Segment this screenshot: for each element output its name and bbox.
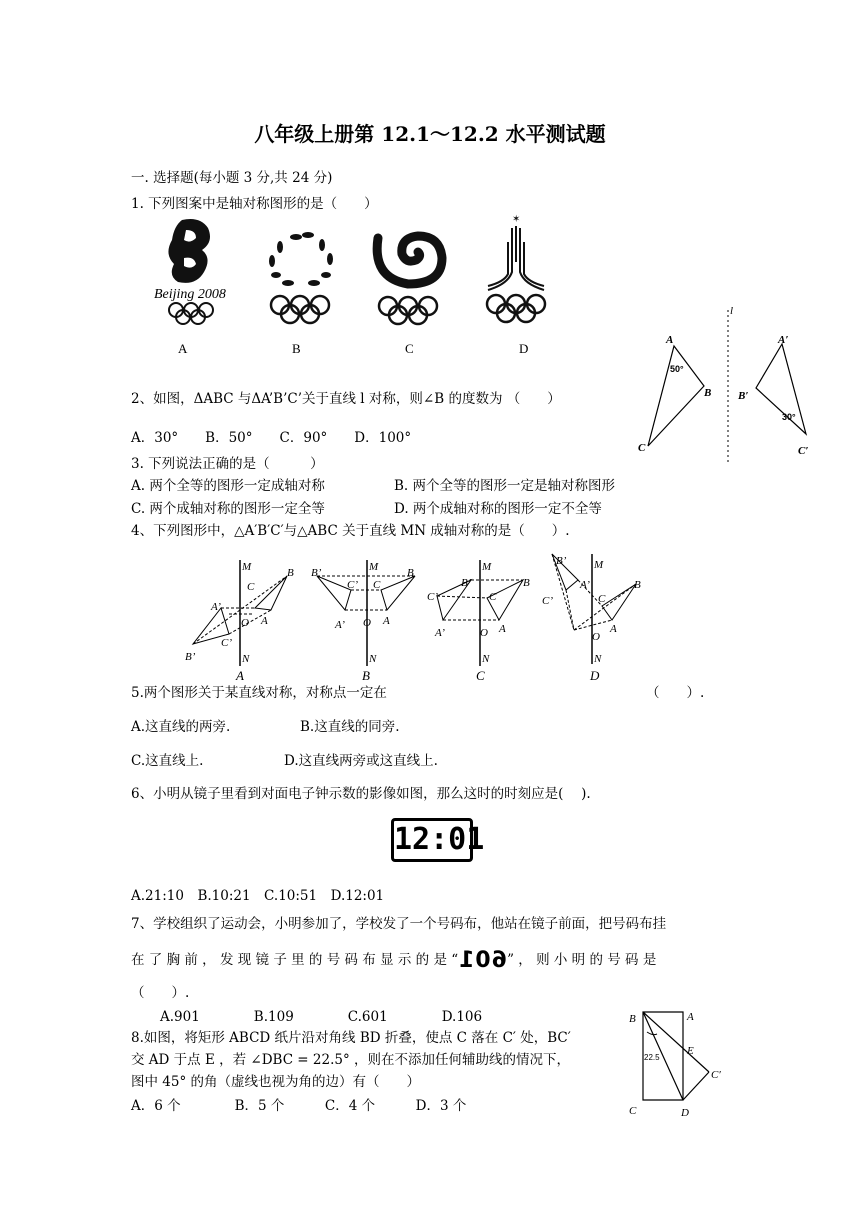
- question-8-line2: 交 AD 于点 E ，若 ∠DBC = 22.5° ，则在不添加任何辅助线的情况下，: [131, 1052, 571, 1068]
- svg-text:C’: C’: [347, 579, 358, 591]
- svg-text:M: M: [482, 561, 492, 573]
- svg-text:A: A: [499, 623, 506, 635]
- svg-text:C’: C’: [427, 591, 438, 603]
- svg-text:C: C: [489, 591, 497, 603]
- svg-text:N: N: [242, 653, 250, 665]
- svg-text:B′: B′: [738, 390, 749, 402]
- question-7-line1: 7、学校组织了运动会，小明参加了，学校发了一个号码布，他站在镜子前面，把号码布挂: [131, 916, 667, 932]
- spiral-olympic-logo-image: [370, 228, 455, 326]
- svg-text:C: C: [373, 579, 381, 591]
- q2-figure: [630, 300, 820, 465]
- svg-text:M: M: [242, 561, 252, 573]
- svg-text:C: C: [598, 593, 606, 605]
- section-heading: 一. 选择题(每小题 3 分,共 24 分): [131, 170, 333, 186]
- mirrored-jersey-number: 601: [458, 948, 508, 973]
- question-2-options: A．30° B．50° C．90° D．100°: [131, 430, 412, 446]
- svg-text:A: A: [687, 1011, 694, 1023]
- svg-text:C: C: [629, 1105, 637, 1117]
- question-8-line1: 8.如图，将矩形 ABCD 纸片沿对角线 BD 折叠，使点 C 落在 C′ 处，BC′: [131, 1030, 571, 1046]
- beijing-logo-caption: Beijing 2008: [154, 287, 226, 302]
- wreath-olympic-logo-image: [262, 225, 342, 325]
- svg-text:A’: A’: [580, 579, 590, 591]
- q1-label-c: C: [405, 341, 414, 356]
- q3-option-a: A. 两个全等的图形一定成轴对称: [131, 478, 325, 494]
- q1-label-a: A: [178, 341, 188, 356]
- svg-text:A: A: [383, 615, 390, 627]
- q5-option-c: C.这直线上.: [131, 753, 204, 769]
- svg-text:B’: B’: [311, 567, 322, 579]
- svg-text:B: B: [629, 1013, 636, 1025]
- q8-rectangle-figure: [625, 1004, 735, 1119]
- svg-text:O: O: [363, 617, 371, 629]
- svg-text:C: C: [247, 581, 255, 593]
- q5-option-a: A.这直线的两旁.: [131, 719, 231, 735]
- svg-text:B’: B’: [556, 555, 567, 567]
- digital-clock-image: 12:01: [391, 818, 473, 862]
- question-5-paren: （ ）.: [646, 685, 705, 701]
- tower-olympic-logo-image: [484, 212, 564, 327]
- question-8-options: A．6 个 B．5 个 C．4 个 D．3 个: [131, 1098, 467, 1114]
- svg-text:C: C: [638, 442, 646, 454]
- q1-label-d: D: [519, 341, 529, 356]
- q3-option-d: D. 两个成轴对称的图形一定不全等: [394, 501, 602, 517]
- svg-text:C’: C’: [542, 595, 553, 607]
- svg-text:B: B: [523, 577, 530, 589]
- svg-text:O: O: [592, 631, 600, 643]
- svg-text:C′: C′: [798, 445, 809, 457]
- svg-text:C’: C’: [221, 637, 232, 649]
- svg-text:N: N: [482, 653, 490, 665]
- svg-text:E: E: [687, 1045, 694, 1057]
- svg-text:✶: ✶: [512, 214, 521, 225]
- question-2-text: 2、如图，ΔABC 与ΔA’B’C’关于直线 l 对称，则∠B 的度数为 （ ）: [131, 391, 561, 407]
- q4-label-a: A: [236, 668, 244, 683]
- svg-text:N: N: [594, 653, 602, 665]
- q4-figure-b: [305, 558, 420, 683]
- question-6-text: 6、小明从镜子里看到对面电子钟示数的影像如图，那么这时的时刻应是( ).: [131, 786, 591, 802]
- svg-text:A’: A’: [335, 619, 345, 631]
- svg-text:50°: 50°: [670, 364, 684, 374]
- beijing-olympic-logo-image: [140, 212, 240, 327]
- svg-text:A’: A’: [435, 627, 445, 639]
- question-3-text: 3. 下列说法正确的是（ ）: [131, 456, 324, 472]
- svg-text:M: M: [369, 561, 379, 573]
- page-title: 八年级上册第 12.1～12.2 水平测试题: [254, 122, 606, 146]
- svg-text:A: A: [610, 623, 617, 635]
- svg-text:O: O: [480, 627, 488, 639]
- q4-figure-c: [425, 558, 540, 683]
- q3-option-c: C. 两个成轴对称的图形一定全等: [131, 501, 325, 517]
- svg-text:C′: C′: [711, 1069, 721, 1081]
- svg-text:B: B: [407, 567, 414, 579]
- q5-option-d: D.这直线两旁或这直线上.: [284, 753, 438, 769]
- svg-text:A: A: [666, 334, 674, 346]
- q3-option-b: B. 两个全等的图形一定是轴对称图形: [394, 478, 616, 494]
- q4-figure-a: [183, 558, 293, 683]
- q4-label-b: B: [362, 668, 370, 683]
- question-6-options: A.21:10 B.10:21 C.10:51 D.12:01: [131, 888, 385, 904]
- svg-text:22.5: 22.5: [644, 1053, 660, 1062]
- q5-option-b: B.这直线的同旁.: [300, 719, 400, 735]
- question-7-line2: 在 了 胸 前 ， 发 现 镜 子 里 的 号 码 布 显 示 的 是 “601” ， 则 小 明 的 号 码 是: [131, 948, 657, 973]
- svg-text:A: A: [261, 615, 268, 627]
- q4-figure-d: [540, 550, 660, 680]
- svg-text:M: M: [594, 559, 604, 571]
- svg-text:B: B: [704, 387, 712, 399]
- question-1-text: 1. 下列图案中是轴对称图形的是（ ）: [131, 196, 378, 212]
- question-7-options: A.901 B.109 C.601 D.106: [160, 1009, 483, 1025]
- question-5-text: 5.两个图形关于某直线对称，对称点一定在: [131, 685, 387, 701]
- svg-text:A′: A′: [778, 334, 789, 346]
- q4-label-c: C: [476, 668, 485, 683]
- question-7-line3: （ ）.: [131, 985, 190, 1001]
- svg-text:30°: 30°: [782, 412, 796, 422]
- svg-text:O: O: [241, 617, 249, 629]
- svg-text:A’: A’: [211, 601, 221, 613]
- svg-text:D: D: [681, 1107, 689, 1119]
- svg-text:B’: B’: [461, 577, 472, 589]
- svg-text:N: N: [369, 653, 377, 665]
- question-4-text: 4、下列图形中，△A′B′C′与△ABC 关于直线 MN 成轴对称的是（ ）.: [131, 523, 570, 539]
- question-8-line3: 图中 45° 的角（虚线也视为角的边）有（ ）: [131, 1074, 421, 1090]
- line-l-label: l: [730, 305, 734, 317]
- svg-text:B’: B’: [185, 651, 196, 663]
- svg-text:B: B: [634, 579, 641, 591]
- q4-label-d: D: [590, 668, 600, 683]
- svg-text:B: B: [287, 567, 294, 579]
- q1-label-b: B: [292, 341, 301, 356]
